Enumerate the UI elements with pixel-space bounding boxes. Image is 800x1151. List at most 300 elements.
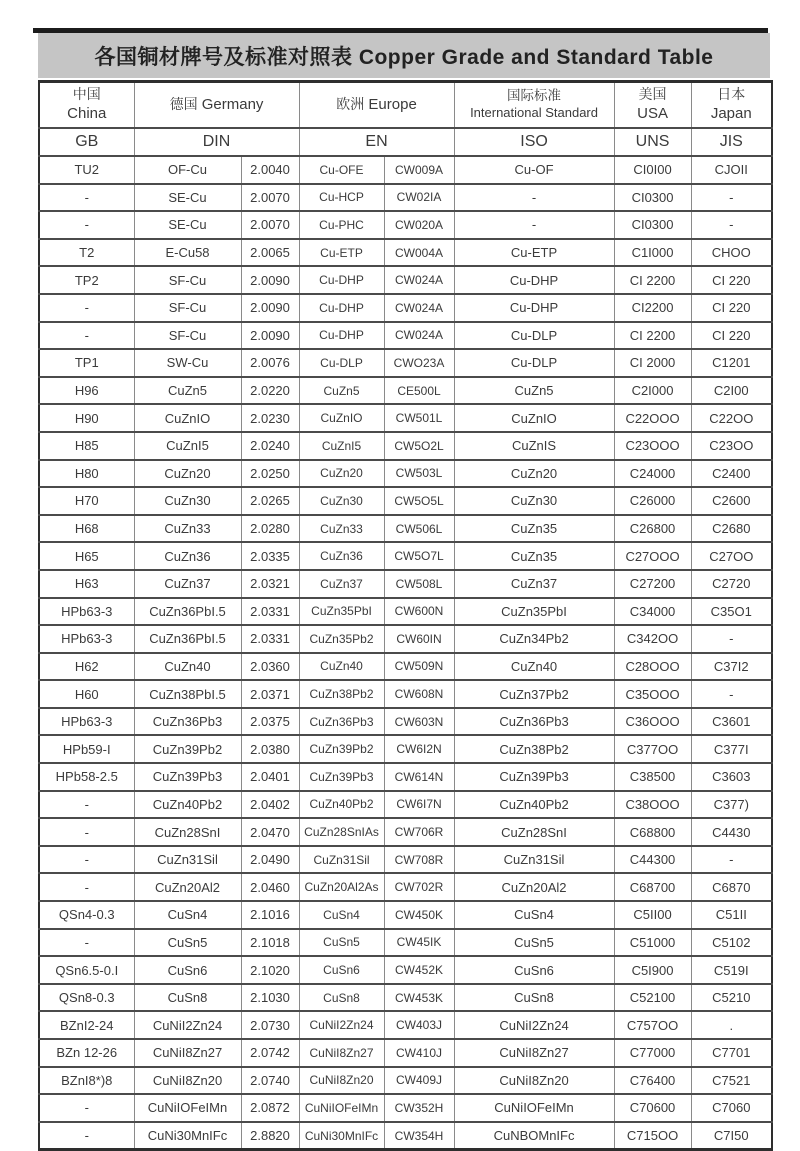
table-row <box>39 956 772 984</box>
table-cell: CW354H <box>384 1122 454 1150</box>
table-cell: 2.1016 <box>241 901 299 929</box>
table-cell: CuZnIO <box>299 404 384 432</box>
table-row <box>39 184 772 212</box>
table-cell: CuNiI2Zn24 <box>299 1011 384 1039</box>
table-cell: - <box>691 846 772 874</box>
table-cell: C5I900 <box>614 956 691 984</box>
table-cell: Cu-DLP <box>454 349 614 377</box>
table-cell: 2.0070 <box>241 184 299 212</box>
std-header-en: EN <box>299 128 454 156</box>
table-cell: CW020A <box>384 211 454 239</box>
table-row <box>39 901 772 929</box>
table-row <box>39 322 772 350</box>
china-label-en: China <box>67 105 107 122</box>
table-cell: H90 <box>39 404 134 432</box>
table-cell: SE-Cu <box>134 184 241 212</box>
col-header-international-standard <box>454 82 614 129</box>
table-cell: CuSn4 <box>299 901 384 929</box>
table-cell: CuZn36PbI.5 <box>134 598 241 626</box>
table-cell: H63 <box>39 570 134 598</box>
table-cell: CuSn8 <box>134 984 241 1012</box>
table-row <box>39 515 772 543</box>
table-cell: Cu-ETP <box>454 239 614 267</box>
table-cell: CuSn5 <box>134 929 241 957</box>
table-cell: Cu-OF <box>454 156 614 184</box>
table-cell: Cu-ETP <box>299 239 384 267</box>
table-cell: H80 <box>39 460 134 488</box>
table-cell: CuZn5 <box>299 377 384 405</box>
table-cell: 2.8820 <box>241 1122 299 1150</box>
table-row <box>39 294 772 322</box>
table-cell: CuNiI8Zn27 <box>134 1039 241 1067</box>
table-cell: 2.0280 <box>241 515 299 543</box>
std-header-uns: UNS <box>614 128 691 156</box>
table-row <box>39 349 772 377</box>
table-cell: Cu-DHP <box>454 266 614 294</box>
table-cell: CuZnI5 <box>134 432 241 460</box>
standard-header-row <box>39 128 772 156</box>
germany-label-en: Germany <box>201 95 264 113</box>
table-cell: Cu-PHC <box>299 211 384 239</box>
table-cell: 2.0250 <box>241 460 299 488</box>
table-cell: CuZn28SnI <box>454 818 614 846</box>
table-cell: Cu-DLP <box>454 322 614 350</box>
table-cell: CuZn38Pb2 <box>454 735 614 763</box>
table-cell: CuZn5 <box>454 377 614 405</box>
table-cell: CuZn36PbI.5 <box>134 625 241 653</box>
table-cell: C51000 <box>614 929 691 957</box>
usa-label-zh: 美国 <box>638 86 667 103</box>
table-cell: CuNiIOFeIMn <box>454 1094 614 1122</box>
table-cell: 2.0265 <box>241 487 299 515</box>
table-cell: CuSn5 <box>454 929 614 957</box>
table-cell: C44300 <box>614 846 691 874</box>
table-cell: CW009A <box>384 156 454 184</box>
table-cell: C38OOO <box>614 791 691 819</box>
table-row <box>39 1067 772 1095</box>
table-cell: CuZn36 <box>299 542 384 570</box>
table-cell: SF-Cu <box>134 322 241 350</box>
table-cell: CW6I7N <box>384 791 454 819</box>
table-cell: HPb58-2.5 <box>39 763 134 791</box>
table-cell: 2.0090 <box>241 294 299 322</box>
table-cell: CuZn34Pb2 <box>454 625 614 653</box>
table-cell: C28OOO <box>614 653 691 681</box>
table-cell: CuSn6 <box>299 956 384 984</box>
table-row <box>39 211 772 239</box>
table-cell: CI 2200 <box>614 322 691 350</box>
table-cell: CWO23A <box>384 349 454 377</box>
table-cell: CW708R <box>384 846 454 874</box>
table-cell: CW702R <box>384 873 454 901</box>
table-cell: CuZn20Al2 <box>134 873 241 901</box>
table-cell: C76400 <box>614 1067 691 1095</box>
table-cell: CuNiI8Zn27 <box>454 1039 614 1067</box>
table-cell: CW5O2L <box>384 432 454 460</box>
table-cell: CI 220 <box>691 322 772 350</box>
table-row <box>39 404 772 432</box>
table-cell: C1I000 <box>614 239 691 267</box>
table-row <box>39 156 772 184</box>
table-row <box>39 708 772 736</box>
table-cell: - <box>39 184 134 212</box>
table-cell: CW508L <box>384 570 454 598</box>
table-cell: 2.0070 <box>241 211 299 239</box>
china-label-zh: 中国 <box>72 86 101 103</box>
table-cell: 2.0872 <box>241 1094 299 1122</box>
table-cell: CuSn8 <box>454 984 614 1012</box>
table-cell: C37I2 <box>691 653 772 681</box>
table-cell: CuZn20 <box>299 460 384 488</box>
table-cell: Cu-OFE <box>299 156 384 184</box>
table-cell: - <box>39 1094 134 1122</box>
table-cell: 2.0076 <box>241 349 299 377</box>
table-cell: Cu-DHP <box>299 266 384 294</box>
table-cell: C3603 <box>691 763 772 791</box>
table-cell: CuZn30 <box>299 487 384 515</box>
table-cell: CuZnIO <box>454 404 614 432</box>
iso-label-en: International Standard <box>470 105 598 121</box>
table-cell: C23OO <box>691 432 772 460</box>
table-cell: SF-Cu <box>134 266 241 294</box>
table-cell: - <box>39 818 134 846</box>
table-cell: CuZn5 <box>134 377 241 405</box>
table-cell: C2I00 <box>691 377 772 405</box>
table-cell: TP2 <box>39 266 134 294</box>
table-cell: QSn4-0.3 <box>39 901 134 929</box>
table-cell: CW024A <box>384 322 454 350</box>
table-cell: CuZn31Sil <box>299 846 384 874</box>
table-cell: CW503L <box>384 460 454 488</box>
table-cell: CuSn6 <box>134 956 241 984</box>
table-cell: CuZn31Sil <box>454 846 614 874</box>
table-cell: CW614N <box>384 763 454 791</box>
table-cell: CuZn37 <box>299 570 384 598</box>
table-cell: CW608N <box>384 680 454 708</box>
table-header <box>39 82 772 157</box>
title-bar <box>38 33 770 78</box>
table-cell: Cu-HCP <box>299 184 384 212</box>
table-cell: - <box>691 211 772 239</box>
table-cell: 2.0240 <box>241 432 299 460</box>
table-row <box>39 432 772 460</box>
table-cell: CuZn35Pb2 <box>299 625 384 653</box>
table-cell: HPb63-3 <box>39 598 134 626</box>
usa-label-en: USA <box>637 105 668 122</box>
table-cell: C68800 <box>614 818 691 846</box>
table-cell: CW6I2N <box>384 735 454 763</box>
table-cell: Cu-DHP <box>299 322 384 350</box>
table-cell: H65 <box>39 542 134 570</box>
table-cell: C26800 <box>614 515 691 543</box>
table-cell: CuSn6 <box>454 956 614 984</box>
table-cell: H70 <box>39 487 134 515</box>
table-cell: CuZn35PbI <box>299 598 384 626</box>
group-header-row <box>39 82 772 129</box>
table-cell: 2.0090 <box>241 322 299 350</box>
table-row <box>39 873 772 901</box>
table-cell: CW706R <box>384 818 454 846</box>
table-cell: C715OO <box>614 1122 691 1150</box>
table-cell: CuZn39Pb3 <box>134 763 241 791</box>
table-cell: C2I000 <box>614 377 691 405</box>
table-row <box>39 239 772 267</box>
table-cell: CuZn38PbI.5 <box>134 680 241 708</box>
table-cell: - <box>691 184 772 212</box>
europe-label-en: Europe <box>368 95 417 113</box>
table-cell: H85 <box>39 432 134 460</box>
table-cell: C24000 <box>614 460 691 488</box>
table-cell: Cu-DLP <box>299 349 384 377</box>
table-cell: CuZn20 <box>454 460 614 488</box>
table-cell: C51II <box>691 901 772 929</box>
table-body <box>39 156 772 1150</box>
table-cell: TU2 <box>39 156 134 184</box>
table-cell: H60 <box>39 680 134 708</box>
copper-grade-table <box>38 80 773 1151</box>
table-cell: CuZn33 <box>299 515 384 543</box>
table-cell: HPb59-I <box>39 735 134 763</box>
table-cell: 2.0470 <box>241 818 299 846</box>
table-cell: CuZn36Pb3 <box>454 708 614 736</box>
std-header-din: DIN <box>134 128 299 156</box>
table-cell: CuZn37 <box>134 570 241 598</box>
table-cell: - <box>39 294 134 322</box>
table-cell: 2.0460 <box>241 873 299 901</box>
table-cell: C23OOO <box>614 432 691 460</box>
table-row <box>39 1094 772 1122</box>
std-header-iso: ISO <box>454 128 614 156</box>
table-cell: C377) <box>691 791 772 819</box>
table-cell: CuSn5 <box>299 929 384 957</box>
table-cell: 2.0230 <box>241 404 299 432</box>
table-row <box>39 1011 772 1039</box>
table-row <box>39 791 772 819</box>
table-cell: C2400 <box>691 460 772 488</box>
table-cell: CW409J <box>384 1067 454 1095</box>
table-row <box>39 735 772 763</box>
germany-label-zh: 德国 <box>169 95 198 112</box>
table-cell: CuZn36Pb3 <box>299 708 384 736</box>
iso-label-zh: 国际标准 <box>507 88 562 104</box>
table-cell: C70600 <box>614 1094 691 1122</box>
table-cell: CuZn37Pb2 <box>454 680 614 708</box>
table-cell: CE500L <box>384 377 454 405</box>
table-cell: 2.0331 <box>241 598 299 626</box>
table-cell: - <box>39 1122 134 1150</box>
table-cell: CuZn20 <box>134 460 241 488</box>
table-cell: C5102 <box>691 929 772 957</box>
table-cell: CI 2200 <box>614 266 691 294</box>
table-cell: C2720 <box>691 570 772 598</box>
table-cell: C377OO <box>614 735 691 763</box>
table-cell: 2.0740 <box>241 1067 299 1095</box>
europe-label-zh: 欧洲 <box>336 95 365 112</box>
table-cell: CuZn35 <box>454 515 614 543</box>
table-cell: CuZn28SnIAs <box>299 818 384 846</box>
table-cell: CuZn28SnI <box>134 818 241 846</box>
table-row <box>39 763 772 791</box>
table-cell: - <box>691 625 772 653</box>
table-cell: CuZn39Pb2 <box>134 735 241 763</box>
table-cell: C27OOO <box>614 542 691 570</box>
table-cell: HPb63-3 <box>39 708 134 736</box>
table-cell: 2.0401 <box>241 763 299 791</box>
table-cell: CW004A <box>384 239 454 267</box>
table-cell: CI 2000 <box>614 349 691 377</box>
table-row <box>39 984 772 1012</box>
table-row <box>39 929 772 957</box>
table-cell: C7701 <box>691 1039 772 1067</box>
table-cell: CW410J <box>384 1039 454 1067</box>
table-cell: CuZn20Al2 <box>454 873 614 901</box>
table-cell: C7I50 <box>691 1122 772 1150</box>
table-cell: 2.0490 <box>241 846 299 874</box>
table-cell: CuSn4 <box>454 901 614 929</box>
table-cell: CW352H <box>384 1094 454 1122</box>
table-cell: H68 <box>39 515 134 543</box>
table-cell: 2.1020 <box>241 956 299 984</box>
table-cell: 2.1030 <box>241 984 299 1012</box>
table-cell: - <box>39 929 134 957</box>
table-cell: 2.1018 <box>241 929 299 957</box>
table-cell: C27OO <box>691 542 772 570</box>
table-cell: CuZn40Pb2 <box>299 791 384 819</box>
table-row <box>39 570 772 598</box>
std-header-gb: GB <box>39 128 134 156</box>
table-cell: CuZn38Pb2 <box>299 680 384 708</box>
table-cell: CuZnI5 <box>299 432 384 460</box>
table-cell: C342OO <box>614 625 691 653</box>
table-cell: 2.0331 <box>241 625 299 653</box>
table-cell: C519I <box>691 956 772 984</box>
table-cell: 2.0065 <box>241 239 299 267</box>
table-row <box>39 598 772 626</box>
table-cell: C377I <box>691 735 772 763</box>
col-header-germany <box>134 82 299 129</box>
table-row <box>39 846 772 874</box>
table-cell: 2.0371 <box>241 680 299 708</box>
table-cell: CuZn33 <box>134 515 241 543</box>
table-cell: CW45IK <box>384 929 454 957</box>
table-cell: CW450K <box>384 901 454 929</box>
table-cell: E-Cu58 <box>134 239 241 267</box>
table-row <box>39 1039 772 1067</box>
table-cell: BZnI8*)8 <box>39 1067 134 1095</box>
table-row <box>39 266 772 294</box>
table-cell: QSn6.5-0.I <box>39 956 134 984</box>
table-cell: CuNBOMnIFc <box>454 1122 614 1150</box>
table-row <box>39 653 772 681</box>
table-cell: CW603N <box>384 708 454 736</box>
table-cell: CuZn39Pb3 <box>299 763 384 791</box>
table-cell: - <box>454 184 614 212</box>
table-cell: CuZn36Pb3 <box>134 708 241 736</box>
table-cell: 2.0742 <box>241 1039 299 1067</box>
table-cell: - <box>454 211 614 239</box>
table-cell: C3601 <box>691 708 772 736</box>
table-cell: Cu-DHP <box>454 294 614 322</box>
table-row <box>39 1122 772 1150</box>
table-cell: CuNi30MnIFc <box>134 1122 241 1150</box>
table-cell: C5II00 <box>614 901 691 929</box>
table-cell: SE-Cu <box>134 211 241 239</box>
table-cell: - <box>39 211 134 239</box>
table-cell: CW501L <box>384 404 454 432</box>
col-header-usa <box>614 82 691 129</box>
table-cell: CJOII <box>691 156 772 184</box>
table-cell: 2.0335 <box>241 542 299 570</box>
table-cell: CuZn40 <box>134 653 241 681</box>
table-cell: CuZn39Pb3 <box>454 763 614 791</box>
table-cell: CuSn4 <box>134 901 241 929</box>
table-cell: CW509N <box>384 653 454 681</box>
table-cell: OF-Cu <box>134 156 241 184</box>
table-cell: Cu-DHP <box>299 294 384 322</box>
table-cell: CuZnIO <box>134 404 241 432</box>
table-cell: CuZn31Sil <box>134 846 241 874</box>
table-cell: CuZn35 <box>454 542 614 570</box>
table-cell: HPb63-3 <box>39 625 134 653</box>
table-row <box>39 542 772 570</box>
table-cell: CW5O5L <box>384 487 454 515</box>
table-cell: CuZn39Pb2 <box>299 735 384 763</box>
table-cell: - <box>39 322 134 350</box>
table-cell: C7060 <box>691 1094 772 1122</box>
table-cell: CuNiIOFeIMn <box>134 1094 241 1122</box>
table-cell: C6870 <box>691 873 772 901</box>
table-cell: 2.0220 <box>241 377 299 405</box>
page-title: 各国铜材牌号及标准对照表 Copper Grade and Standard Table <box>94 45 714 69</box>
table-cell: - <box>691 680 772 708</box>
table-cell: CuNiI8Zn27 <box>299 1039 384 1067</box>
table-cell: TP1 <box>39 349 134 377</box>
table-cell: CI0I00 <box>614 156 691 184</box>
table-cell: SW-Cu <box>134 349 241 377</box>
table-cell: C22OO <box>691 404 772 432</box>
table-cell: C26000 <box>614 487 691 515</box>
table-cell: - <box>39 791 134 819</box>
table-cell: C7521 <box>691 1067 772 1095</box>
table-cell: C77000 <box>614 1039 691 1067</box>
table-cell: - <box>39 846 134 874</box>
table-cell: CuZn40 <box>454 653 614 681</box>
japan-label-zh: 日本 <box>717 86 746 103</box>
table-cell: CuZn37 <box>454 570 614 598</box>
table-cell: H96 <box>39 377 134 405</box>
table-cell: - <box>39 873 134 901</box>
table-cell: CuZn35PbI <box>454 598 614 626</box>
table-cell: C2680 <box>691 515 772 543</box>
table-cell: CW453K <box>384 984 454 1012</box>
table-cell: CuSn8 <box>299 984 384 1012</box>
table-cell: CuNiI2Zn24 <box>454 1011 614 1039</box>
table-cell: CW60IN <box>384 625 454 653</box>
table-cell: CI0300 <box>614 211 691 239</box>
table-cell: CW024A <box>384 266 454 294</box>
table-cell: CuNiI8Zn20 <box>299 1067 384 1095</box>
table-cell: CuNiI8Zn20 <box>454 1067 614 1095</box>
table-cell: C1201 <box>691 349 772 377</box>
table-cell: 2.0402 <box>241 791 299 819</box>
table-row <box>39 487 772 515</box>
std-header-jis: JIS <box>691 128 772 156</box>
table-cell: CW5O7L <box>384 542 454 570</box>
table-cell: C35OOO <box>614 680 691 708</box>
table-cell: C2600 <box>691 487 772 515</box>
table-cell: CW403J <box>384 1011 454 1039</box>
table-cell: C36OOO <box>614 708 691 736</box>
